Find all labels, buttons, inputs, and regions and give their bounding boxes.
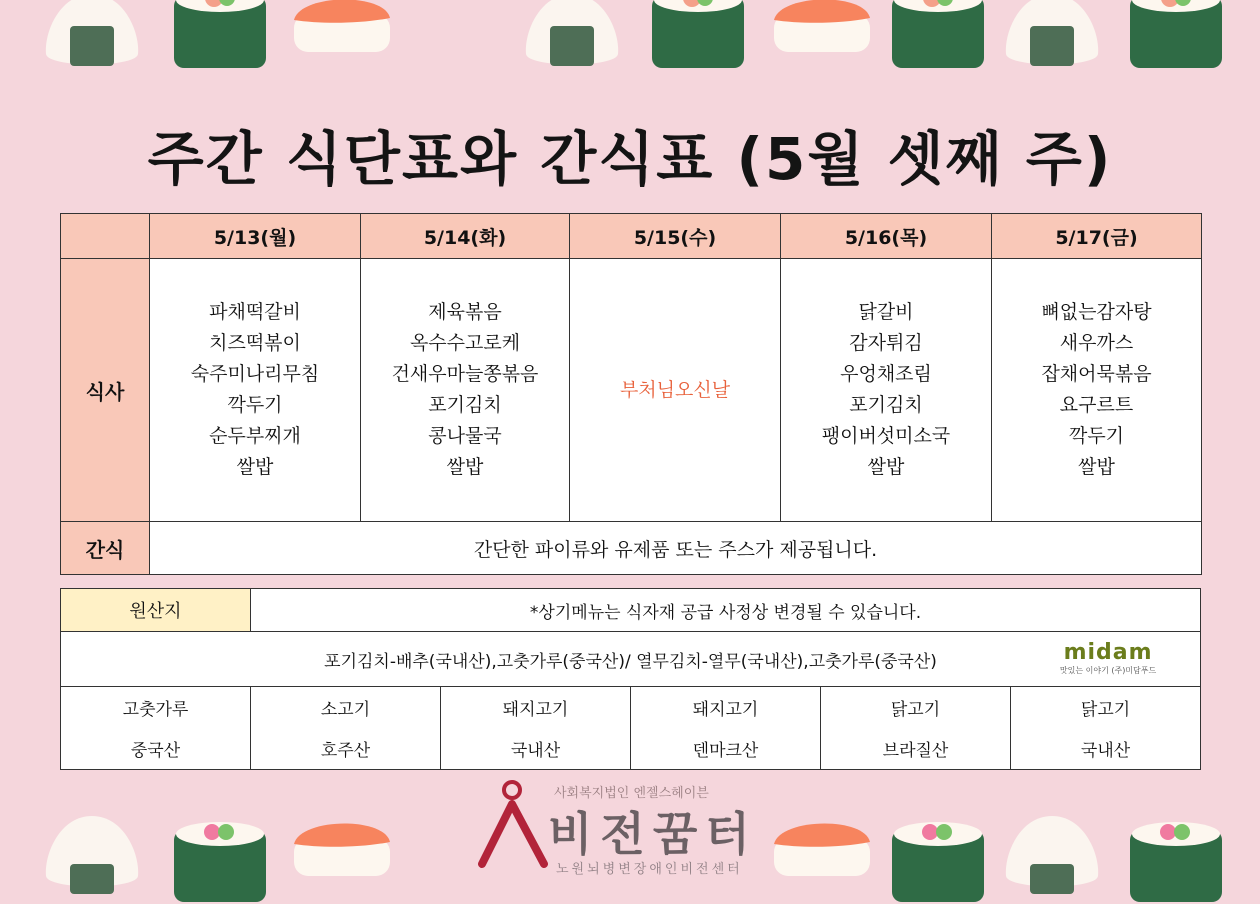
origin-item-name: 고춧가루 bbox=[61, 687, 251, 728]
origin-item-name: 닭고기 bbox=[821, 687, 1011, 728]
meal-cell-thu bbox=[781, 259, 992, 522]
day-header: 5/13(월) bbox=[150, 214, 361, 259]
midam-logo-subtitle: 맛있는 이야기 (주)미담푸드 bbox=[1059, 666, 1157, 675]
sushi-roll-icon bbox=[1128, 0, 1224, 70]
day-header: 5/15(수) bbox=[570, 214, 781, 259]
kimchi-origin-row bbox=[61, 632, 1201, 687]
meal-row bbox=[61, 259, 1202, 522]
origin-table bbox=[60, 588, 1201, 770]
snack-label: 간식 bbox=[61, 522, 150, 575]
holiday-label: 부처님오신날 bbox=[619, 378, 731, 401]
menu-item: 깍두기 bbox=[227, 394, 283, 416]
sushi-roll-icon bbox=[890, 820, 986, 904]
rice-ball-icon bbox=[40, 814, 144, 894]
meal-cell-wed bbox=[570, 259, 781, 522]
origin-item-place: 브라질산 bbox=[821, 727, 1011, 770]
origin-item-place: 호주산 bbox=[251, 727, 441, 770]
meal-label: 식사 bbox=[61, 259, 150, 522]
menu-item: 순두부찌개 bbox=[209, 425, 301, 447]
origin-item-place: 국내산 bbox=[1011, 727, 1201, 770]
day-header: 5/17(금) bbox=[992, 214, 1202, 259]
sushi-roll-icon bbox=[1128, 820, 1224, 904]
menu-item: 감자튀김 bbox=[849, 332, 923, 354]
menu-item: 쌀밥 bbox=[867, 456, 905, 478]
meal-cell-mon bbox=[150, 259, 361, 522]
page-title: 주간 식단표와 간식표 (5월 셋째 주) bbox=[147, 125, 1113, 193]
weekly-menu-table bbox=[60, 213, 1202, 575]
origin-item-place: 중국산 bbox=[61, 727, 251, 770]
organization-footer: 노원뇌병변장애인비전센터 bbox=[556, 862, 743, 877]
origin-item-place: 국내산 bbox=[441, 727, 631, 770]
origin-header-row bbox=[61, 589, 1201, 632]
salmon-sushi-icon bbox=[290, 0, 394, 54]
menu-item: 쌀밥 bbox=[236, 456, 274, 478]
origin-item-name: 닭고기 bbox=[1011, 687, 1201, 728]
snack-text: 간단한 파이류와 유제품 또는 주스가 제공됩니다. bbox=[150, 522, 1202, 575]
menu-item: 콩나물국 bbox=[428, 425, 502, 447]
menu-item: 요구르트 bbox=[1059, 394, 1134, 416]
menu-change-notice: *상기메뉴는 식자재 공급 사정상 변경될 수 있습니다. bbox=[251, 589, 1201, 632]
day-header: 5/14(화) bbox=[361, 214, 570, 259]
origin-item-name: 소고기 bbox=[251, 687, 441, 728]
meal-cell-tue bbox=[361, 259, 570, 522]
menu-item: 건새우마늘쫑볶음 bbox=[391, 363, 539, 385]
menu-item: 숙주미나리무침 bbox=[190, 363, 320, 385]
menu-item: 쌀밥 bbox=[1078, 456, 1115, 478]
person-logo-icon bbox=[474, 778, 554, 878]
menu-item: 새우까스 bbox=[1059, 332, 1134, 354]
day-header-row bbox=[61, 214, 1202, 259]
meal-cell-fri bbox=[992, 259, 1202, 522]
menu-item: 팽이버섯미소국 bbox=[821, 425, 951, 447]
rice-ball-icon bbox=[1000, 0, 1104, 72]
corner-cell bbox=[61, 214, 150, 259]
rice-ball-icon bbox=[40, 0, 144, 72]
sushi-roll-icon bbox=[172, 820, 268, 904]
midam-logo bbox=[1038, 640, 1178, 676]
menu-item: 닭갈비 bbox=[858, 301, 914, 323]
menu-item: 옥수수고로케 bbox=[409, 332, 521, 354]
day-header: 5/16(목) bbox=[781, 214, 992, 259]
sushi-roll-icon bbox=[172, 0, 268, 70]
sushi-roll-icon bbox=[890, 0, 986, 70]
organization-logo bbox=[470, 776, 800, 891]
menu-item: 포기김치 bbox=[849, 394, 923, 416]
origin-item-name: 돼지고기 bbox=[441, 687, 631, 728]
sushi-roll-icon bbox=[650, 0, 746, 70]
menu-item: 우엉채조림 bbox=[840, 363, 932, 385]
menu-item: 쌀밥 bbox=[446, 456, 484, 478]
ingredient-row bbox=[61, 632, 1201, 687]
menu-item: 제육볶음 bbox=[428, 301, 502, 323]
menu-item: 파채떡갈비 bbox=[209, 301, 301, 323]
origin-item-name: 돼지고기 bbox=[631, 687, 821, 728]
snack-row bbox=[61, 522, 1202, 575]
top-decoration bbox=[0, 0, 1260, 80]
meat-row bbox=[61, 687, 1201, 728]
salmon-sushi-icon bbox=[770, 0, 874, 54]
menu-item: 잡채어묵볶음 bbox=[1041, 363, 1152, 385]
organization-subtitle: 사회복지법인 엔젤스헤이븐 bbox=[554, 786, 709, 801]
midam-logo-text: midam bbox=[1063, 640, 1153, 665]
menu-item: 치즈떡볶이 bbox=[209, 332, 301, 354]
kimchi-origin-text: 포기김치-배추(국내산),고춧가루(중국산)/ 열무김치-열무(국내산),고춧가루(중국산) bbox=[324, 651, 937, 672]
rice-ball-icon bbox=[520, 0, 624, 72]
place-row bbox=[61, 727, 1201, 770]
menu-item: 깍두기 bbox=[1068, 425, 1125, 447]
origin-label: 원산지 bbox=[61, 589, 251, 632]
menu-item: 뼈없는감자탕 bbox=[1041, 301, 1152, 323]
rice-ball-icon bbox=[1000, 814, 1104, 894]
menu-item: 포기김치 bbox=[428, 394, 502, 416]
origin-item-place: 덴마크산 bbox=[631, 727, 821, 770]
organization-name: 비전꿈터 bbox=[548, 807, 758, 861]
salmon-sushi-icon bbox=[290, 818, 394, 878]
